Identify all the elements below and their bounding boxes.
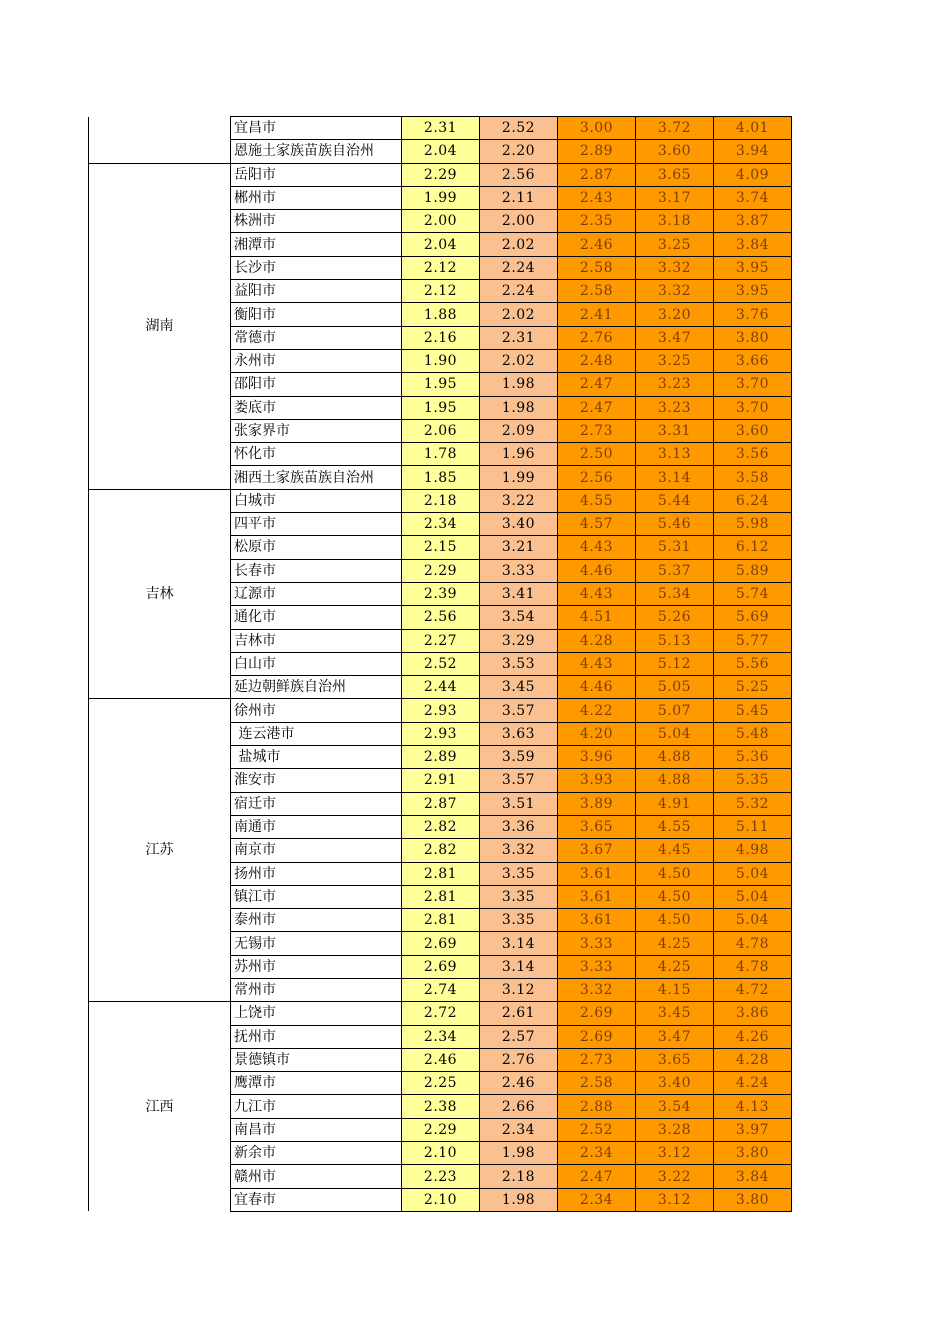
city-cell[interactable]: 无锡市	[231, 932, 402, 955]
city-cell[interactable]: 常州市	[231, 978, 402, 1001]
value-cell-col5[interactable]: 4.98	[714, 839, 792, 862]
value-cell-col1[interactable]: 1.95	[402, 396, 480, 419]
value-cell-col1[interactable]: 2.15	[402, 536, 480, 559]
value-cell-col5[interactable]: 5.69	[714, 606, 792, 629]
value-cell-col1[interactable]: 2.87	[402, 792, 480, 815]
city-cell[interactable]: 白山市	[231, 652, 402, 675]
value-cell-col5[interactable]: 5.11	[714, 815, 792, 838]
value-cell-col3[interactable]: 2.88	[558, 1095, 636, 1118]
value-cell-col2[interactable]: 3.35	[480, 862, 558, 885]
value-cell-col3[interactable]: 3.32	[558, 978, 636, 1001]
city-cell[interactable]: 益阳市	[231, 280, 402, 303]
city-cell[interactable]: 抚州市	[231, 1025, 402, 1048]
value-cell-col3[interactable]: 2.89	[558, 140, 636, 163]
value-cell-col4[interactable]: 3.12	[636, 1142, 714, 1165]
value-cell-col5[interactable]: 4.09	[714, 163, 792, 186]
value-cell-col1[interactable]: 2.81	[402, 885, 480, 908]
value-cell-col4[interactable]: 3.40	[636, 1072, 714, 1095]
value-cell-col3[interactable]: 3.61	[558, 909, 636, 932]
city-cell[interactable]: 南通市	[231, 815, 402, 838]
value-cell-col5[interactable]: 5.77	[714, 629, 792, 652]
city-cell[interactable]: 松原市	[231, 536, 402, 559]
value-cell-col3[interactable]: 3.65	[558, 815, 636, 838]
city-cell[interactable]: 宜昌市	[231, 117, 402, 140]
value-cell-col1[interactable]: 2.10	[402, 1188, 480, 1211]
value-cell-col5[interactable]: 3.95	[714, 256, 792, 279]
value-cell-col5[interactable]: 3.94	[714, 140, 792, 163]
city-cell[interactable]: 盐城市	[231, 746, 402, 769]
value-cell-col3[interactable]: 4.22	[558, 699, 636, 722]
value-cell-col4[interactable]: 4.50	[636, 885, 714, 908]
province-cell: 湖南	[89, 163, 231, 489]
value-cell-col5[interactable]: 5.89	[714, 559, 792, 582]
value-cell-col1[interactable]: 2.72	[402, 1002, 480, 1025]
value-cell-col1[interactable]: 2.69	[402, 955, 480, 978]
value-cell-col1[interactable]: 2.25	[402, 1072, 480, 1095]
value-cell-col3[interactable]: 4.55	[558, 489, 636, 512]
value-cell-col4[interactable]: 5.26	[636, 606, 714, 629]
value-cell-col4[interactable]: 3.60	[636, 140, 714, 163]
value-cell-col4[interactable]: 3.17	[636, 186, 714, 209]
table-body	[89, 117, 792, 1212]
value-cell-col2[interactable]: 2.61	[480, 1002, 558, 1025]
value-cell-col5[interactable]: 3.95	[714, 280, 792, 303]
value-cell-col1[interactable]: 2.93	[402, 722, 480, 745]
value-cell-col3[interactable]: 4.43	[558, 582, 636, 605]
city-cell[interactable]: 南昌市	[231, 1118, 402, 1141]
value-cell-col1[interactable]: 2.10	[402, 1142, 480, 1165]
value-cell-col3[interactable]: 2.50	[558, 443, 636, 466]
value-cell-col5[interactable]: 3.70	[714, 373, 792, 396]
value-cell-col2[interactable]: 2.24	[480, 280, 558, 303]
city-cell[interactable]: 吉林市	[231, 629, 402, 652]
value-cell-col3[interactable]: 2.46	[558, 233, 636, 256]
table-row[interactable]	[89, 1002, 792, 1025]
city-cell[interactable]: 恩施土家族苗族自治州	[231, 140, 402, 163]
value-cell-col2[interactable]: 3.54	[480, 606, 558, 629]
value-cell-col2[interactable]: 3.51	[480, 792, 558, 815]
value-cell-col1[interactable]: 2.81	[402, 862, 480, 885]
value-cell-col3[interactable]: 2.69	[558, 1025, 636, 1048]
city-cell[interactable]: 扬州市	[231, 862, 402, 885]
value-cell-col1[interactable]: 1.90	[402, 349, 480, 372]
province-cell: 江苏	[89, 699, 231, 1002]
value-cell-col1[interactable]: 2.31	[402, 117, 480, 140]
value-cell-col1[interactable]: 2.34	[402, 513, 480, 536]
value-cell-col2[interactable]: 1.98	[480, 1188, 558, 1211]
value-cell-col3[interactable]: 4.28	[558, 629, 636, 652]
city-cell[interactable]: 白城市	[231, 489, 402, 512]
value-cell-col5[interactable]: 3.84	[714, 233, 792, 256]
city-cell[interactable]: 娄底市	[231, 396, 402, 419]
value-cell-col5[interactable]: 3.70	[714, 396, 792, 419]
value-cell-col1[interactable]: 2.00	[402, 210, 480, 233]
value-cell-col2[interactable]: 2.00	[480, 210, 558, 233]
value-cell-col5[interactable]: 3.86	[714, 1002, 792, 1025]
value-cell-col5[interactable]: 3.56	[714, 443, 792, 466]
value-cell-col2[interactable]: 2.11	[480, 186, 558, 209]
city-cell[interactable]: 怀化市	[231, 443, 402, 466]
value-cell-col2[interactable]: 3.40	[480, 513, 558, 536]
value-cell-col1[interactable]: 2.29	[402, 559, 480, 582]
value-cell-col4[interactable]: 3.23	[636, 373, 714, 396]
city-cell[interactable]: 辽源市	[231, 582, 402, 605]
value-cell-col1[interactable]: 2.29	[402, 1118, 480, 1141]
value-cell-col1[interactable]: 2.16	[402, 326, 480, 349]
value-cell-col5[interactable]: 4.72	[714, 978, 792, 1001]
value-cell-col3[interactable]: 2.69	[558, 1002, 636, 1025]
value-cell-col3[interactable]: 2.73	[558, 1048, 636, 1071]
value-cell-col2[interactable]: 2.52	[480, 117, 558, 140]
city-cell[interactable]: 永州市	[231, 349, 402, 372]
city-cell[interactable]: 邵阳市	[231, 373, 402, 396]
value-cell-col1[interactable]: 2.18	[402, 489, 480, 512]
value-cell-col3[interactable]: 4.46	[558, 559, 636, 582]
value-cell-col4[interactable]: 3.13	[636, 443, 714, 466]
value-cell-col5[interactable]: 6.24	[714, 489, 792, 512]
value-cell-col3[interactable]: 2.52	[558, 1118, 636, 1141]
value-cell-col1[interactable]: 2.04	[402, 233, 480, 256]
value-cell-col3[interactable]: 2.47	[558, 373, 636, 396]
value-cell-col2[interactable]: 2.46	[480, 1072, 558, 1095]
value-cell-col5[interactable]: 5.45	[714, 699, 792, 722]
value-cell-col3[interactable]: 2.47	[558, 1165, 636, 1188]
value-cell-col1[interactable]: 2.39	[402, 582, 480, 605]
value-cell-col3[interactable]: 2.58	[558, 280, 636, 303]
value-cell-col2[interactable]: 2.20	[480, 140, 558, 163]
value-cell-col1[interactable]: 2.38	[402, 1095, 480, 1118]
city-cell[interactable]: 长沙市	[231, 256, 402, 279]
value-cell-col5[interactable]: 5.36	[714, 746, 792, 769]
value-cell-col2[interactable]: 3.59	[480, 746, 558, 769]
value-cell-col3[interactable]: 4.43	[558, 536, 636, 559]
value-cell-col5[interactable]: 4.26	[714, 1025, 792, 1048]
value-cell-col3[interactable]: 3.89	[558, 792, 636, 815]
value-cell-col3[interactable]: 2.76	[558, 326, 636, 349]
value-cell-col4[interactable]: 5.05	[636, 676, 714, 699]
value-cell-col2[interactable]: 2.09	[480, 419, 558, 442]
value-cell-col2[interactable]: 1.98	[480, 1142, 558, 1165]
city-cell[interactable]: 湘潭市	[231, 233, 402, 256]
value-cell-col2[interactable]: 2.56	[480, 163, 558, 186]
value-cell-col1[interactable]: 2.89	[402, 746, 480, 769]
value-cell-col4[interactable]: 4.50	[636, 862, 714, 885]
value-cell-col2[interactable]: 2.02	[480, 303, 558, 326]
value-cell-col1[interactable]: 2.81	[402, 909, 480, 932]
value-cell-col4[interactable]: 3.25	[636, 349, 714, 372]
value-cell-col4[interactable]: 5.34	[636, 582, 714, 605]
city-cell[interactable]: 宿迁市	[231, 792, 402, 815]
value-cell-col2[interactable]: 2.76	[480, 1048, 558, 1071]
value-cell-col5[interactable]: 5.04	[714, 862, 792, 885]
value-cell-col2[interactable]: 3.35	[480, 885, 558, 908]
value-cell-col1[interactable]: 2.06	[402, 419, 480, 442]
value-cell-col4[interactable]: 5.12	[636, 652, 714, 675]
value-cell-col4[interactable]: 3.54	[636, 1095, 714, 1118]
value-cell-col1[interactable]: 2.34	[402, 1025, 480, 1048]
value-cell-col4[interactable]: 3.28	[636, 1118, 714, 1141]
value-cell-col1[interactable]: 2.27	[402, 629, 480, 652]
data-table	[88, 116, 792, 1212]
city-cell[interactable]: 株洲市	[231, 210, 402, 233]
value-cell-col2[interactable]: 2.18	[480, 1165, 558, 1188]
value-cell-col4[interactable]: 5.07	[636, 699, 714, 722]
value-cell-col1[interactable]: 1.95	[402, 373, 480, 396]
value-cell-col2[interactable]: 2.24	[480, 256, 558, 279]
value-cell-col4[interactable]: 3.32	[636, 280, 714, 303]
value-cell-col3[interactable]: 3.61	[558, 885, 636, 908]
value-cell-col2[interactable]: 2.66	[480, 1095, 558, 1118]
value-cell-col2[interactable]: 2.34	[480, 1118, 558, 1141]
value-cell-col2[interactable]: 3.33	[480, 559, 558, 582]
value-cell-col1[interactable]: 2.23	[402, 1165, 480, 1188]
value-cell-col2[interactable]: 3.45	[480, 676, 558, 699]
value-cell-col4[interactable]: 5.31	[636, 536, 714, 559]
value-cell-col1[interactable]: 2.82	[402, 839, 480, 862]
value-cell-col2[interactable]: 3.53	[480, 652, 558, 675]
value-cell-col3[interactable]: 2.35	[558, 210, 636, 233]
value-cell-col4[interactable]: 3.12	[636, 1188, 714, 1211]
value-cell-col4[interactable]: 3.18	[636, 210, 714, 233]
city-cell[interactable]: 衡阳市	[231, 303, 402, 326]
value-cell-col3[interactable]: 3.33	[558, 932, 636, 955]
value-cell-col1[interactable]: 2.74	[402, 978, 480, 1001]
province-cell: 吉林	[89, 489, 231, 699]
value-cell-col1[interactable]: 1.99	[402, 186, 480, 209]
value-cell-col4[interactable]: 4.50	[636, 909, 714, 932]
value-cell-col4[interactable]: 3.72	[636, 117, 714, 140]
value-cell-col5[interactable]: 5.56	[714, 652, 792, 675]
value-cell-col2[interactable]: 3.57	[480, 769, 558, 792]
value-cell-col4[interactable]: 5.13	[636, 629, 714, 652]
value-cell-col5[interactable]: 6.12	[714, 536, 792, 559]
value-cell-col4[interactable]: 4.25	[636, 932, 714, 955]
table-row[interactable]	[89, 489, 792, 512]
value-cell-col3[interactable]: 2.43	[558, 186, 636, 209]
value-cell-col2[interactable]: 3.14	[480, 955, 558, 978]
value-cell-col2[interactable]: 3.32	[480, 839, 558, 862]
value-cell-col2[interactable]: 3.12	[480, 978, 558, 1001]
value-cell-col5[interactable]: 3.80	[714, 1142, 792, 1165]
value-cell-col1[interactable]: 2.12	[402, 256, 480, 279]
value-cell-col4[interactable]: 3.47	[636, 326, 714, 349]
city-cell[interactable]: 岳阳市	[231, 163, 402, 186]
value-cell-col2[interactable]: 1.98	[480, 373, 558, 396]
table-row[interactable]	[89, 117, 792, 140]
value-cell-col4[interactable]: 4.88	[636, 769, 714, 792]
value-cell-col4[interactable]: 4.15	[636, 978, 714, 1001]
value-cell-col2[interactable]: 2.31	[480, 326, 558, 349]
value-cell-col5[interactable]: 3.60	[714, 419, 792, 442]
value-cell-col2[interactable]: 2.02	[480, 233, 558, 256]
city-cell[interactable]: 郴州市	[231, 186, 402, 209]
value-cell-col5[interactable]: 3.66	[714, 349, 792, 372]
value-cell-col2[interactable]: 3.41	[480, 582, 558, 605]
value-cell-col2[interactable]: 3.63	[480, 722, 558, 745]
value-cell-col4[interactable]: 3.31	[636, 419, 714, 442]
value-cell-col5[interactable]: 3.58	[714, 466, 792, 489]
value-cell-col1[interactable]: 1.78	[402, 443, 480, 466]
value-cell-col1[interactable]: 2.29	[402, 163, 480, 186]
value-cell-col4[interactable]: 5.37	[636, 559, 714, 582]
value-cell-col3[interactable]: 2.56	[558, 466, 636, 489]
city-cell[interactable]: 镇江市	[231, 885, 402, 908]
value-cell-col1[interactable]: 1.88	[402, 303, 480, 326]
value-cell-col1[interactable]: 2.52	[402, 652, 480, 675]
value-cell-col2[interactable]: 1.98	[480, 396, 558, 419]
value-cell-col3[interactable]: 3.67	[558, 839, 636, 862]
value-cell-col2[interactable]: 2.57	[480, 1025, 558, 1048]
value-cell-col5[interactable]: 5.04	[714, 885, 792, 908]
value-cell-col4[interactable]: 3.32	[636, 256, 714, 279]
value-cell-col5[interactable]: 4.78	[714, 955, 792, 978]
value-cell-col2[interactable]: 3.29	[480, 629, 558, 652]
value-cell-col4[interactable]: 3.20	[636, 303, 714, 326]
value-cell-col2[interactable]: 2.02	[480, 349, 558, 372]
value-cell-col5[interactable]: 5.35	[714, 769, 792, 792]
value-cell-col4[interactable]: 3.25	[636, 233, 714, 256]
value-cell-col1[interactable]: 2.69	[402, 932, 480, 955]
value-cell-col2[interactable]: 3.22	[480, 489, 558, 512]
value-cell-col3[interactable]: 3.96	[558, 746, 636, 769]
value-cell-col3[interactable]: 2.73	[558, 419, 636, 442]
value-cell-col5[interactable]: 5.25	[714, 676, 792, 699]
value-cell-col5[interactable]: 3.84	[714, 1165, 792, 1188]
value-cell-col3[interactable]: 2.34	[558, 1188, 636, 1211]
value-cell-col5[interactable]: 5.48	[714, 722, 792, 745]
value-cell-col4[interactable]: 3.65	[636, 163, 714, 186]
value-cell-col4[interactable]: 4.45	[636, 839, 714, 862]
city-cell[interactable]: 赣州市	[231, 1165, 402, 1188]
value-cell-col5[interactable]: 3.76	[714, 303, 792, 326]
value-cell-col3[interactable]: 4.20	[558, 722, 636, 745]
value-cell-col5[interactable]: 5.74	[714, 582, 792, 605]
value-cell-col4[interactable]: 4.88	[636, 746, 714, 769]
city-cell[interactable]: 长春市	[231, 559, 402, 582]
value-cell-col2[interactable]: 3.36	[480, 815, 558, 838]
value-cell-col2[interactable]: 3.57	[480, 699, 558, 722]
city-cell[interactable]: 通化市	[231, 606, 402, 629]
value-cell-col5[interactable]: 3.87	[714, 210, 792, 233]
city-cell[interactable]: 四平市	[231, 513, 402, 536]
value-cell-col4[interactable]: 3.23	[636, 396, 714, 419]
value-cell-col3[interactable]: 2.41	[558, 303, 636, 326]
value-cell-col5[interactable]: 3.97	[714, 1118, 792, 1141]
value-cell-col2[interactable]: 1.99	[480, 466, 558, 489]
value-cell-col2[interactable]: 3.35	[480, 909, 558, 932]
city-cell[interactable]: 延边朝鲜族自治州	[231, 676, 402, 699]
value-cell-col3[interactable]: 4.43	[558, 652, 636, 675]
city-cell[interactable]: 徐州市	[231, 699, 402, 722]
value-cell-col4[interactable]: 5.44	[636, 489, 714, 512]
value-cell-col4[interactable]: 3.65	[636, 1048, 714, 1071]
value-cell-col3[interactable]: 2.34	[558, 1142, 636, 1165]
value-cell-col1[interactable]: 2.04	[402, 140, 480, 163]
table-row[interactable]	[89, 699, 792, 722]
value-cell-col1[interactable]: 2.56	[402, 606, 480, 629]
value-cell-col4[interactable]: 5.46	[636, 513, 714, 536]
value-cell-col3[interactable]: 2.58	[558, 1072, 636, 1095]
city-cell[interactable]: 苏州市	[231, 955, 402, 978]
city-cell[interactable]: 新余市	[231, 1142, 402, 1165]
value-cell-col5[interactable]: 3.80	[714, 1188, 792, 1211]
value-cell-col4[interactable]: 3.47	[636, 1025, 714, 1048]
city-cell[interactable]: 鹰潭市	[231, 1072, 402, 1095]
city-cell[interactable]: 常德市	[231, 326, 402, 349]
value-cell-col4[interactable]: 4.25	[636, 955, 714, 978]
value-cell-col5[interactable]: 4.01	[714, 117, 792, 140]
province-cell	[89, 117, 231, 164]
value-cell-col3[interactable]: 2.47	[558, 396, 636, 419]
value-cell-col3[interactable]: 3.33	[558, 955, 636, 978]
value-cell-col5[interactable]: 4.28	[714, 1048, 792, 1071]
value-cell-col2[interactable]: 3.14	[480, 932, 558, 955]
value-cell-col2[interactable]: 3.21	[480, 536, 558, 559]
value-cell-col1[interactable]: 2.44	[402, 676, 480, 699]
value-cell-col3[interactable]: 4.51	[558, 606, 636, 629]
value-cell-col5[interactable]: 4.24	[714, 1072, 792, 1095]
value-cell-col5[interactable]: 5.04	[714, 909, 792, 932]
city-cell[interactable]: 淮安市	[231, 769, 402, 792]
city-cell[interactable]: 泰州市	[231, 909, 402, 932]
city-cell[interactable]: 连云港市	[231, 722, 402, 745]
value-cell-col3[interactable]: 4.46	[558, 676, 636, 699]
value-cell-col5[interactable]: 3.74	[714, 186, 792, 209]
value-cell-col1[interactable]: 2.82	[402, 815, 480, 838]
value-cell-col3[interactable]: 4.57	[558, 513, 636, 536]
city-cell[interactable]: 九江市	[231, 1095, 402, 1118]
value-cell-col4[interactable]: 4.55	[636, 815, 714, 838]
value-cell-col3[interactable]: 2.48	[558, 349, 636, 372]
value-cell-col5[interactable]: 5.98	[714, 513, 792, 536]
value-cell-col4[interactable]: 3.45	[636, 1002, 714, 1025]
value-cell-col3[interactable]: 3.00	[558, 117, 636, 140]
value-cell-col1[interactable]: 2.12	[402, 280, 480, 303]
table-row[interactable]	[89, 163, 792, 186]
city-cell[interactable]: 张家界市	[231, 419, 402, 442]
value-cell-col3[interactable]: 3.61	[558, 862, 636, 885]
value-cell-col4[interactable]: 5.04	[636, 722, 714, 745]
value-cell-col3[interactable]: 3.93	[558, 769, 636, 792]
value-cell-col5[interactable]: 4.78	[714, 932, 792, 955]
value-cell-col1[interactable]: 2.91	[402, 769, 480, 792]
value-cell-col3[interactable]: 2.87	[558, 163, 636, 186]
city-cell[interactable]: 景德镇市	[231, 1048, 402, 1071]
value-cell-col1[interactable]: 1.85	[402, 466, 480, 489]
value-cell-col3[interactable]: 2.58	[558, 256, 636, 279]
value-cell-col2[interactable]: 1.96	[480, 443, 558, 466]
value-cell-col5[interactable]: 4.13	[714, 1095, 792, 1118]
value-cell-col5[interactable]: 3.80	[714, 326, 792, 349]
value-cell-col5[interactable]: 5.32	[714, 792, 792, 815]
value-cell-col4[interactable]: 4.91	[636, 792, 714, 815]
city-cell[interactable]: 宜春市	[231, 1188, 402, 1211]
province-cell: 江西	[89, 1002, 231, 1212]
city-cell[interactable]: 湘西土家族苗族自治州	[231, 466, 402, 489]
city-cell[interactable]: 南京市	[231, 839, 402, 862]
value-cell-col1[interactable]: 2.46	[402, 1048, 480, 1071]
city-cell[interactable]: 上饶市	[231, 1002, 402, 1025]
value-cell-col4[interactable]: 3.14	[636, 466, 714, 489]
value-cell-col1[interactable]: 2.93	[402, 699, 480, 722]
value-cell-col4[interactable]: 3.22	[636, 1165, 714, 1188]
